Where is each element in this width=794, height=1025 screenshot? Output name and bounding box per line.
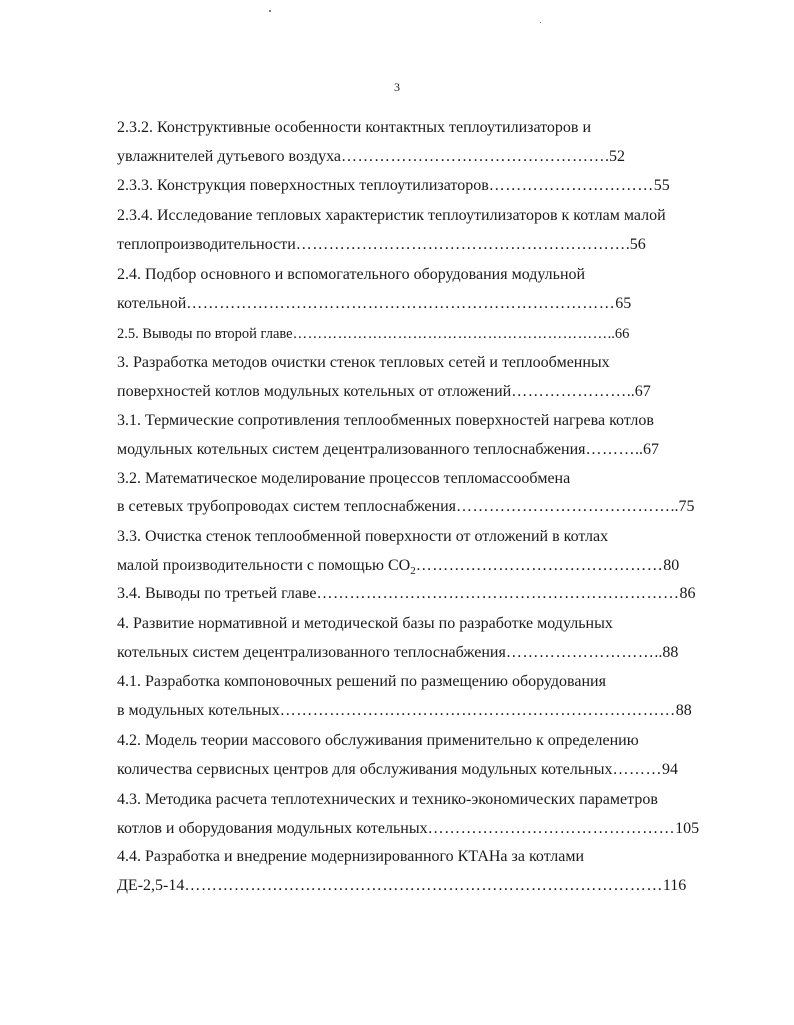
toc-line: количества сервисных центров для обслуживания модульных котельных………94 <box>117 761 678 778</box>
toc-line: 4.2. Модель теории массового обслуживания применительно к определению <box>117 732 639 749</box>
toc-page: 105 <box>675 820 700 837</box>
toc-line: увлажнителей дутьевого воздуха………………………………………….52 <box>117 148 625 165</box>
toc-page: 65 <box>615 295 632 312</box>
toc-page: 88 <box>675 702 692 719</box>
toc-page: 116 <box>662 877 687 894</box>
toc-line: малой производительности с помощью $CO_2\dots\dots\dots\dots\dots\dots\dots\dots\dots\dots\dots\dots\dots\dots\dots 80$ <box>117 557 680 578</box>
toc-page: .56 <box>625 236 646 253</box>
toc-line: 4.3. Методика расчета теплотехнических и технико-экономических параметров <box>117 791 658 808</box>
toc-line: 3.3. Очистка стенок теплообменной поверхности от отложений в котлах <box>117 528 609 545</box>
toc-line: модульных котельных систем децентрализованного теплоснабжения………..67 <box>117 441 659 458</box>
toc-line: 3. Разработка методов очистки стенок тепловых сетей и теплообменных <box>117 354 610 371</box>
toc-page: .52 <box>605 148 625 165</box>
subscript: 2 <box>410 565 416 578</box>
toc-line: 4.1. Разработка компоновочных решений по размещению оборудования <box>117 673 606 690</box>
toc-line: котельных систем децентрализованного теплоснабжения………………………..88 <box>117 644 679 661</box>
toc-page: 94 <box>661 761 678 778</box>
toc-page: ..67 <box>626 383 651 400</box>
toc-line: в сетевых трубопроводах систем теплоснабжения…………………………………..75 <box>117 498 695 515</box>
toc-page: ..75 <box>670 498 695 515</box>
toc-line: ДЕ-2,5-14……………………………………………………………………………116 <box>117 877 687 894</box>
toc-line: 2.5. Выводы по второй главе………………………………………………………..66 <box>117 326 630 342</box>
toc-line: 2.3.4. Исследование тепловых характеристик теплоутилизаторов к котлам малой <box>117 207 666 224</box>
toc-line: 3.1. Термические сопротивления теплообменных поверхностей нагрева котлов <box>117 412 654 429</box>
toc-page: 86 <box>679 585 696 602</box>
toc-line: котлов и оборудования модульных котельных………………………………………105 <box>117 820 700 837</box>
toc-line: 3.2. Математическое моделирование процессов тепломассообмена <box>117 470 571 487</box>
toc-line: 2.3.3. Конструкция поверхностных теплоутилизаторов…………………………55 <box>117 177 670 194</box>
toc-page: 80 <box>663 557 680 574</box>
toc-line: теплопроизводительности…………………………………………………….56 <box>117 236 646 253</box>
toc-page: ..67 <box>635 441 659 458</box>
toc-page: 55 <box>653 177 670 194</box>
page-number: 3 <box>394 80 400 94</box>
scan-speck <box>269 10 271 12</box>
toc-line: 2.3.2. Конструктивные особенности контактных теплоутилизаторов и <box>117 119 592 136</box>
toc-line: котельной……………………………………………………………………65 <box>117 295 632 312</box>
toc-page: ..88 <box>654 644 679 661</box>
toc-line: поверхностей котлов модульных котельных от отложений…………………..67 <box>117 383 651 400</box>
toc-page: ..66 <box>607 326 630 342</box>
toc-line: в модульных котельных………………………………………………………………88 <box>117 702 692 719</box>
scan-speck <box>540 22 541 23</box>
toc-line: 2.4. Подбор основного и вспомогательного оборудования модульной <box>117 266 586 283</box>
toc-line: 4.4. Разработка и внедрение модернизированного КТАНа за котлами <box>117 848 585 865</box>
toc-line: 3.4. Выводы по третьей главе…………………………………………………………86 <box>117 585 696 602</box>
toc-line: 4. Развитие нормативной и методической базы по разработке модульных <box>117 615 613 632</box>
